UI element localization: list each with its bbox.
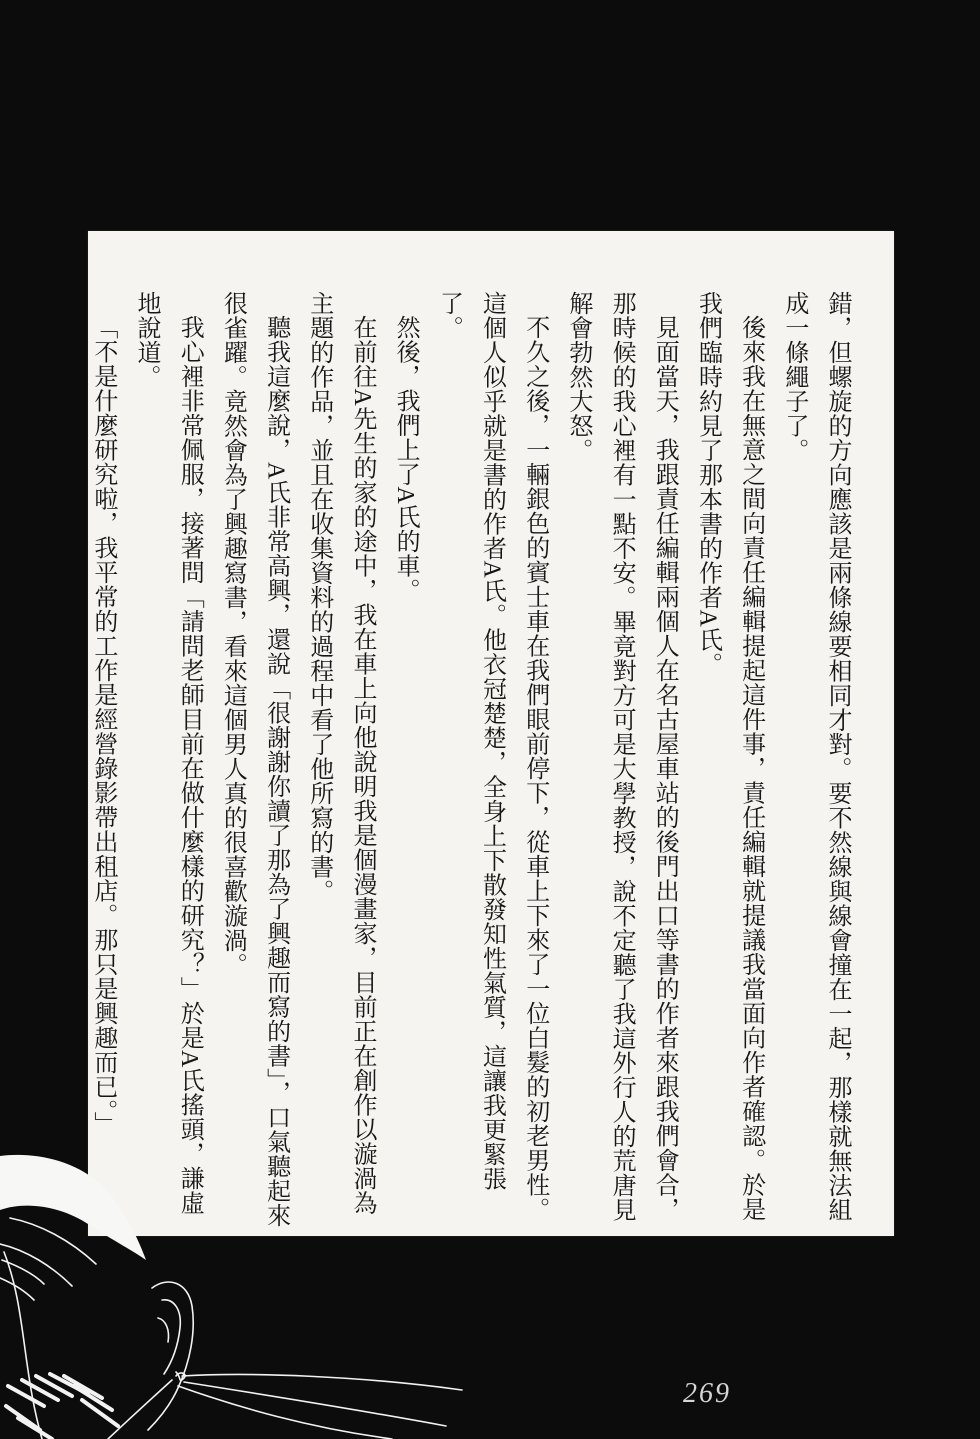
paragraph: 然後，我們上了A氏的車。: [392, 315, 419, 603]
paragraph: 在前往A先生的家的途中，我在車上向他說明我是個漫畫家，目前正在創作以漩渦為主題的作品，並且在收集資料的過程中看了他所寫的書。: [305, 291, 375, 1215]
manga-artwork: [0, 1148, 500, 1439]
paragraph: 我心裡非常佩服，接著問「請問老師目前在做什麼樣的研究？」於是A氏搖頭，謙虛地說道。: [133, 291, 203, 1215]
hair-swoosh-shape: [0, 1155, 146, 1260]
paragraph: 不久之後，一輛銀色的賓士車在我們眼前停下，從車上下來了一位白髮的初老男性。這個人似乎就是書的作者A氏。他衣冠楚楚，全身上下散發知性氣質，這讓我更緊張了。: [435, 291, 548, 1222]
book-page: [88, 231, 894, 1236]
vertical-text-block: [89, 291, 858, 1233]
hatched-band: [6, 1374, 118, 1439]
paragraph: 聽我這麼說，A氏非常高興，還說「很謝謝你讀了那為了興趣而寫的書」，口氣聽起來很雀躍。竟然會為了興趣寫書，看來這個男人真的很喜歡漩渦。: [219, 291, 289, 1228]
ear-outline: [148, 1282, 193, 1430]
paragraph: 見面當天，我跟責任編輯兩個人在名古屋車站的後門出口等書的作者來跟我們會合，那時候的我心裡有一點不安。畢竟對方可是大學教授，說不定聽了我這外行人的荒唐見解會勃然大怒。: [564, 291, 678, 1222]
page-number: 269: [683, 1378, 731, 1409]
paragraph: 「不是什麼研究啦，我平常的工作是經營錄影帶出租店。那只是興趣而已。」: [89, 315, 116, 1136]
paragraph: 後來我在無意之間向責任編輯提起這件事，責任編輯就提議我當面向作者確認。於是我們臨時約見了那本書的作者A氏。: [694, 291, 764, 1222]
paragraph: 錯，但螺旋的方向應該是兩條線要相同才對。要不然線與線會撞在一起，那樣就無法組成一條繩子了。: [780, 291, 850, 1222]
